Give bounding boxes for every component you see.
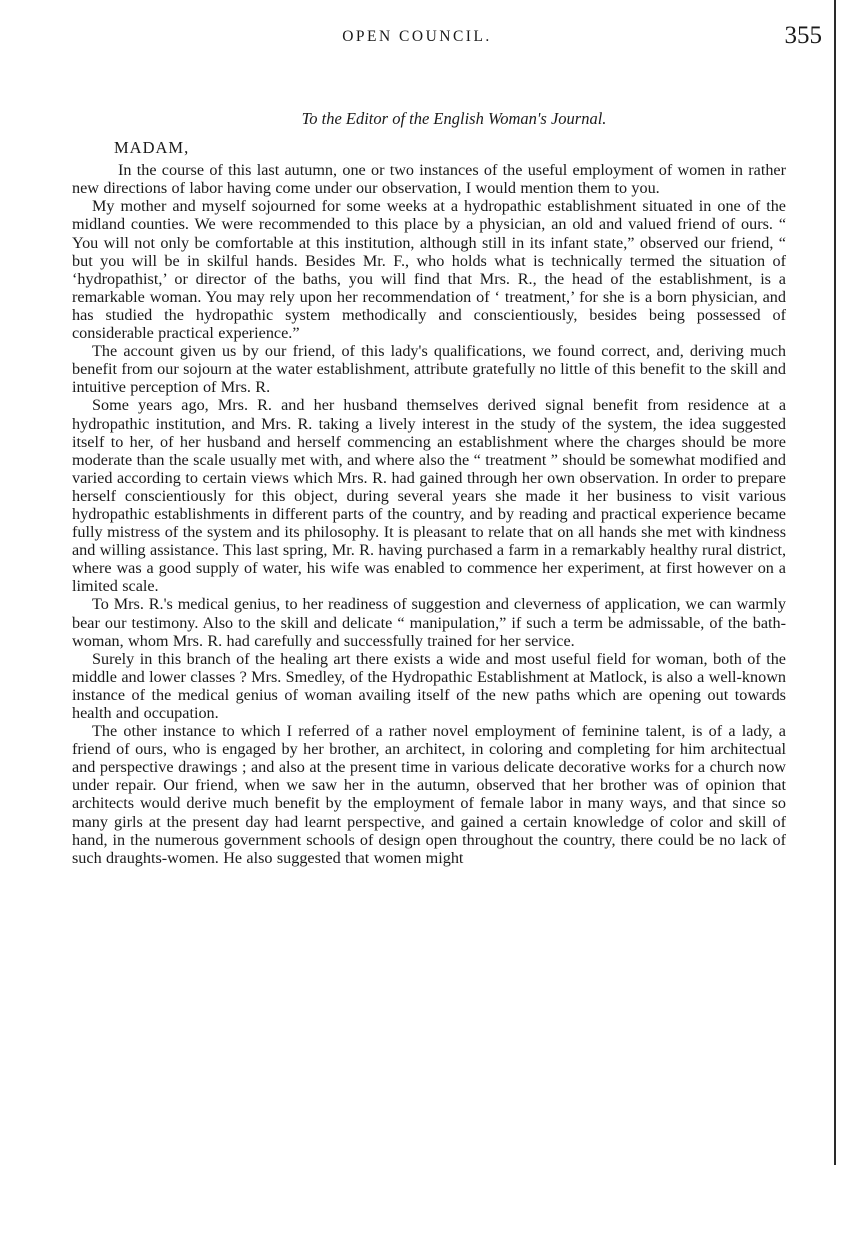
- paragraph: The account given us by our friend, of this lady's qualifications, we found correct, and, deriving much benefit from our sojourn at the water establishment, attribute gratefully no little of this benefit to the skill and intuitive perception of Mrs. R.: [72, 342, 786, 397]
- running-title: OPEN COUNCIL.: [342, 28, 492, 45]
- page-edge-rule: [834, 0, 836, 1165]
- paragraph: Some years ago, Mrs. R. and her husband themselves derived signal benefit from residence at a hydropathic institution, and Mrs. R. taking a lively interest in the study of the system, the idea suggested itself to her, of her husband and herself commencing an establishment where the charges should be more moderate than the scale usually met with, and where also the “ treatment ” should be somewhat modified and varied according to certain views which Mrs. R. had gained through her own observation. In order to prepare herself conscientiously for this object, during several years she made it her business to visit various hydropathic establishments in different parts of the country, and by reading and practical experience became fully mistress of the system and its philosophy. It is pleasant to relate that on all hands she met with kindness and willing assistance. This last spring, Mr. R. having purchased a farm in a remarkably healthy rural district, where was a good supply of water, his wife was enabled to commence her experiment, at first however on a limited scale.: [72, 396, 786, 596]
- letter-address: To the Editor of the English Woman's Journal.: [301, 109, 607, 128]
- paragraph: Surely in this branch of the healing art there exists a wide and most useful field for woman, both of the middle and lower classes ? Mrs. Smedley, of the Hydropathic Establishment at Matlock, is also a well-known instance of the medical genius of woman availing itself of the new paths which are opening out towards health and occupation.: [72, 649, 786, 722]
- paragraph: In the course of this last autumn, one or two instances of the useful employment of women in rather new directions of labor having come under our observation, I would mention them to you.: [72, 161, 786, 198]
- letter-salutation: MADAM,: [114, 138, 190, 158]
- page-number: 355: [784, 22, 822, 49]
- paragraph: My mother and myself sojourned for some weeks at a hydropathic establishment situated in one of the midland counties. We were recommended to this place by a physician, an old and valued friend of ours. “ You will not only be comfortable at this institution, although still in its infant state,” observed our friend, “ but you will be in skilful hands. Besides Mr. F., who holds what is technically termed the situation of ‘hydropathist,’ or director of the baths, you will find that Mrs. R., the head of the establishment, is a remarkable woman. You may rely upon her recommendation of ‘ treatment,’ for she is a born physician, and has studied the hydropathic system methodically and conscientiously, besides being possessed of considerable practical experience.”: [72, 197, 786, 343]
- paragraph: The other instance to which I referred of a rather novel employment of feminine talent, is of a lady, a friend of ours, who is engaged by her brother, an architect, in coloring and completing for him architectual and perspective drawings ; and also at the present time in various delicate decorative works for a church now under repair. Our friend, when we saw her in the autumn, observed that her brother was of opinion that architects would derive much benefit by the employment of female labor in many ways, and that since so many girls at the present day had learnt perspective, and gained a certain knowledge of color and skill of hand, in the numerous government schools of design open throughout the country, there could be no lack of such draughts-women. He also suggested that women might: [72, 722, 786, 867]
- paragraph: To Mrs. R.'s medical genius, to her readiness of suggestion and cleverness of application, we can warmly bear our testimony. Also to the skill and delicate “ manipulation,” if such a term be admissable, of the bath-woman, whom Mrs. R. had carefully and successfully trained for her service.: [72, 595, 786, 650]
- running-head: [0, 22, 834, 52]
- letter-body: [72, 110, 786, 867]
